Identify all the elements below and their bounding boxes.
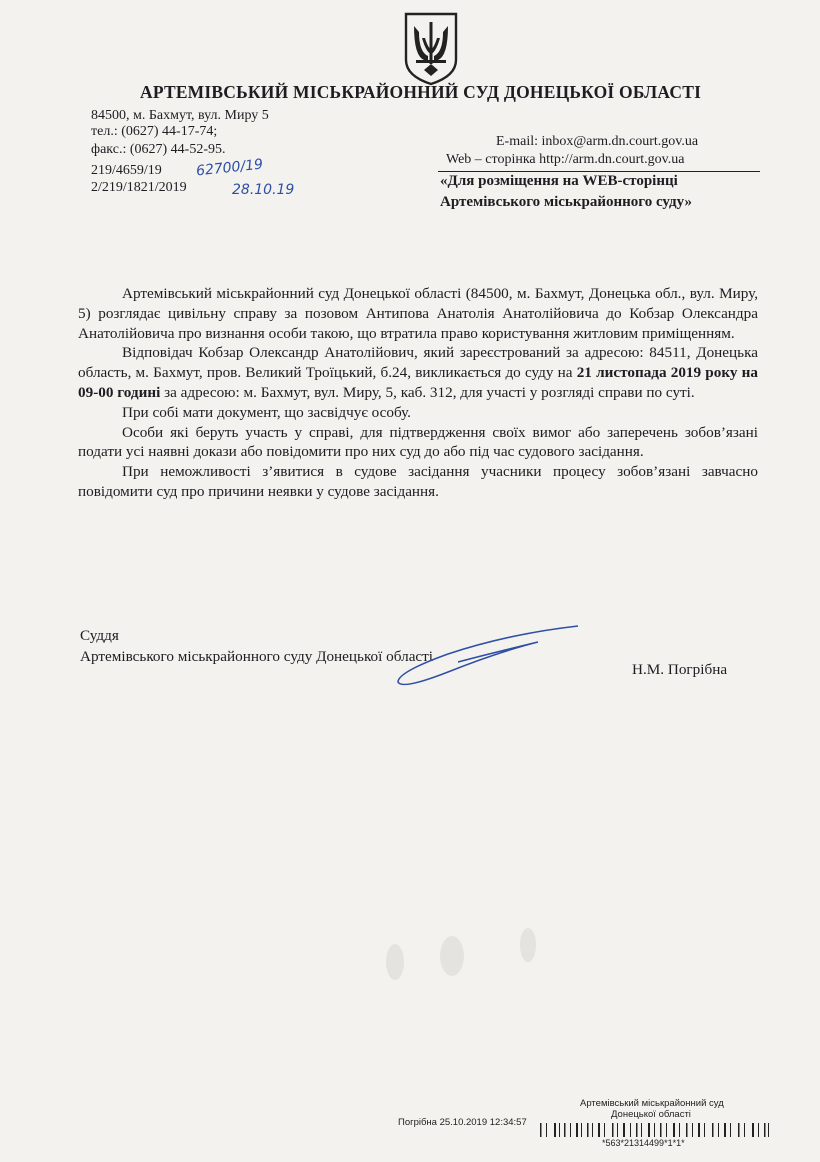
- signature-court: Артемівського міськрайонного суду Донецької області: [80, 648, 434, 665]
- web-note-line-2: Артемівського міськрайонного суду»: [440, 194, 692, 210]
- stamp-court-line-2: Донецької області: [611, 1109, 691, 1120]
- handwritten-registration-number: 62700/19: [195, 156, 264, 180]
- court-address: 84500, м. Бахмут, вул. Миру 5: [91, 108, 269, 123]
- handwritten-registration-date: 28.10.19: [232, 182, 295, 198]
- paragraph-summons: [78, 343, 758, 402]
- notice-body: [78, 284, 758, 502]
- scan-smudge: [520, 928, 536, 962]
- barcode-icon: [540, 1123, 770, 1137]
- court-email: E-mail: inbox@arm.dn.court.gov.ua: [496, 134, 699, 149]
- court-website: Web – сторінка http://arm.dn.court.gov.ua: [446, 152, 685, 167]
- hearing-date-time: 21 листопада 2019 року на 09-00 годині: [78, 364, 758, 401]
- paragraph-case-description: Артемівський міськрайонний суд Донецької області (84500, м. Бахмут, Донецька обл., вул. Миру, 5) розглядає цивільну справу за позовом Антипова Анатолія Анатолійовича до Кобзар Олександра Анатолійовича про визнання особи такою, що втратила право користування житловим приміщенням.: [78, 285, 758, 342]
- court-name-heading: АРТЕМІВСЬКИЙ МІСЬКРАЙОННИЙ СУД ДОНЕЦЬКОЇ ОБЛАСТІ: [140, 82, 702, 102]
- paragraph-document-requirement: При собі мати документ, що засвідчує особу.: [122, 403, 411, 421]
- stamp-signed-by: Погрібна 25.10.2019 12:34:57: [398, 1117, 527, 1128]
- signature-title: Суддя: [80, 627, 119, 644]
- case-number: 219/4659/19: [91, 163, 162, 178]
- stamp-court-line-1: Артемівський міськрайонний суд: [580, 1098, 724, 1109]
- summons-text-start: Відповідач Кобзар Олександр Анатолійович, який зареєстрований за адресою: 84511, Донецька область, м. Бахмут, пров. Великий Троїцький, б.24, викликається до суду на: [78, 344, 758, 382]
- judge-name: Н.М. Погрібна: [632, 661, 728, 678]
- scan-smudge: [440, 936, 464, 976]
- barcode-number: *563*21314499*1*1*: [602, 1138, 685, 1148]
- paragraph-absence-notice: При неможливості з’явитися в судове засідання учасники процесу зобов’язані завчасно повідомити суд про причини неявки у судове засідання.: [78, 463, 758, 500]
- paragraph-evidence: Особи які беруть участь у справі, для підтвердження своїх вимог або заперечень зобов’язані подати усі наявні докази або повідомити про них суд до або під час судового засідання.: [78, 423, 758, 461]
- court-fax: факс.: (0627) 44-52-95.: [91, 142, 226, 157]
- trident-emblem-icon: [402, 12, 460, 86]
- proceeding-number: 2/219/1821/2019: [91, 180, 187, 195]
- handwritten-signature: [388, 620, 588, 690]
- court-phone: тел.: (0627) 44-17-74;: [91, 124, 218, 139]
- summons-text-end: за адресою: м. Бахмут, вул. Миру, 5, каб. 312, для участі у розгляді справи по суті.: [160, 383, 695, 401]
- scan-smudge: [386, 944, 404, 980]
- web-publication-note: [440, 171, 692, 213]
- web-note-line-1: «Для розміщення на WEB-сторінці: [440, 173, 678, 189]
